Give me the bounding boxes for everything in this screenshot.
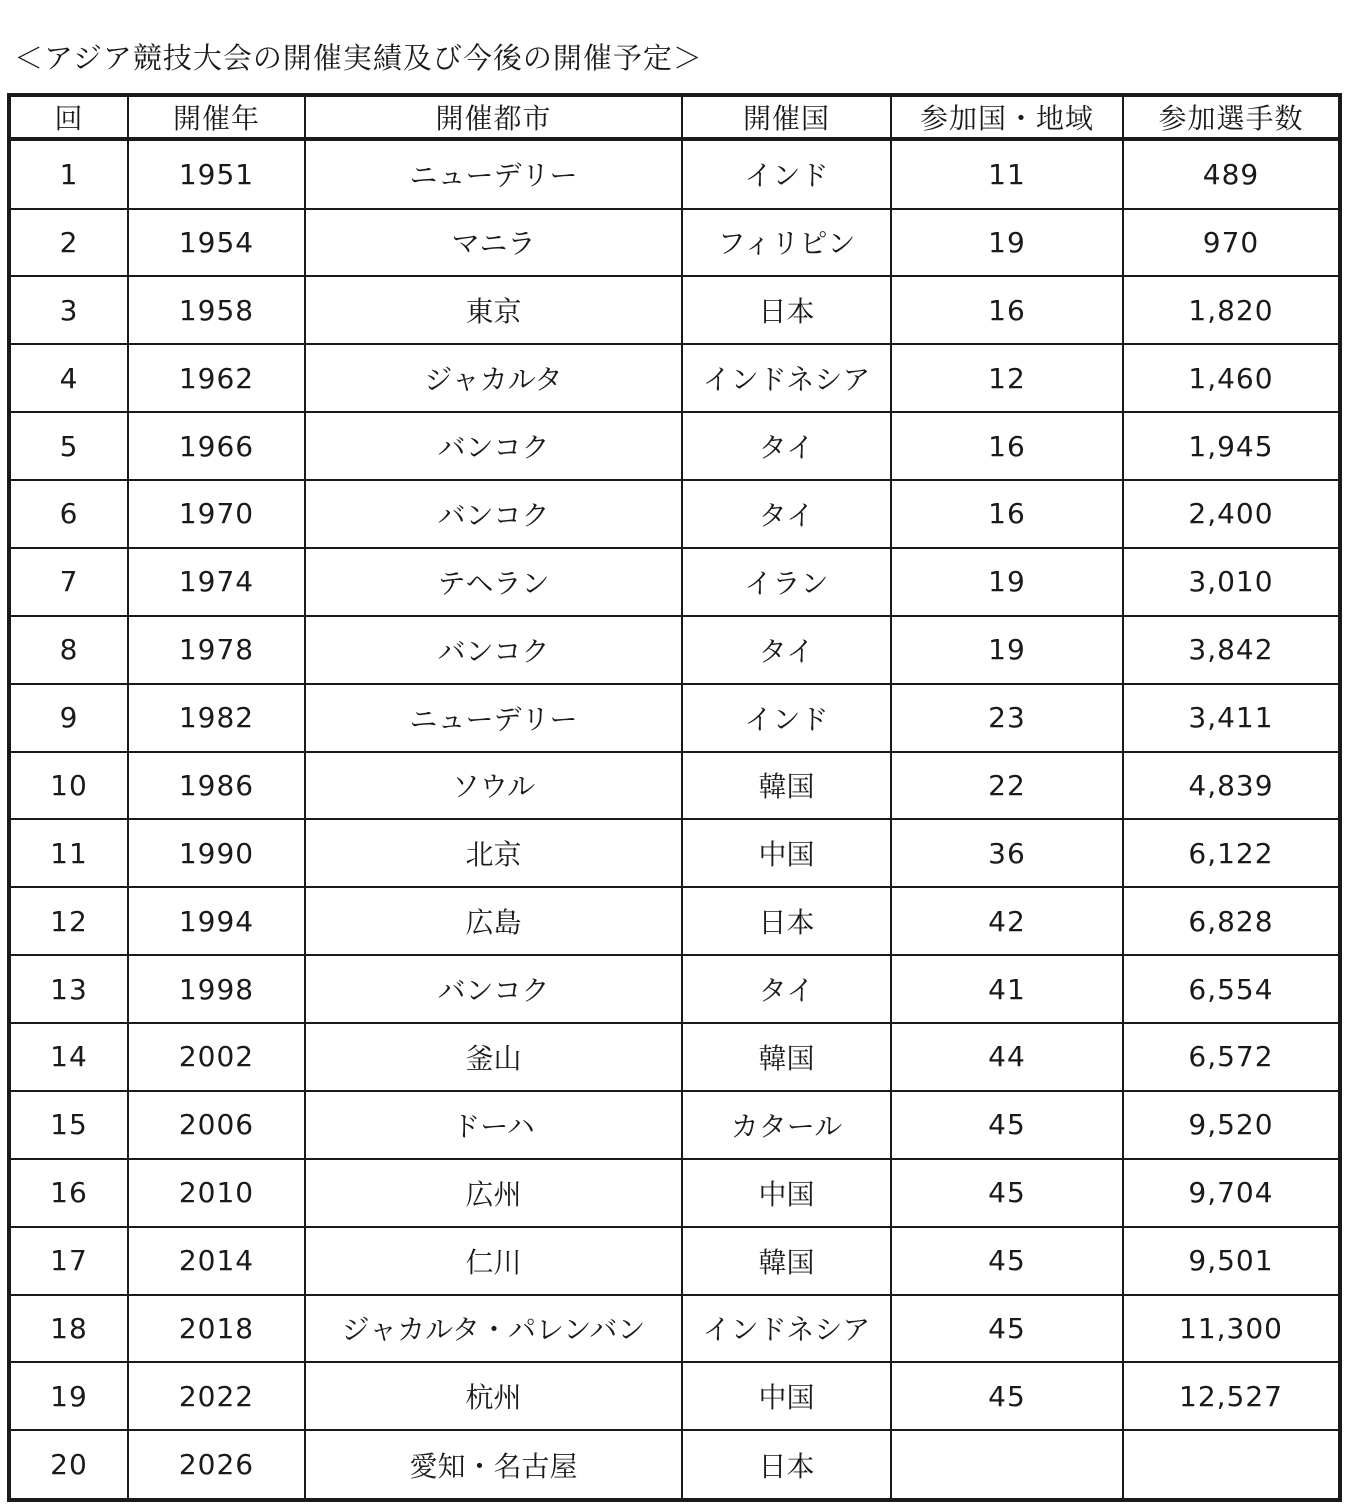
host-country-cell: 日本 xyxy=(682,887,891,955)
table-row xyxy=(9,344,1340,412)
host-country-cell: フィリピン xyxy=(682,209,891,277)
year-cell: 2022 xyxy=(128,1362,305,1430)
athletes-cell: 1,945 xyxy=(1123,412,1340,480)
host-country-cell: イラン xyxy=(682,548,891,616)
table-row xyxy=(9,955,1340,1023)
table-row xyxy=(9,480,1340,548)
header-participating-nations: 参加国・地域 xyxy=(891,95,1123,139)
nations-cell: 22 xyxy=(891,752,1123,820)
nations-cell: 19 xyxy=(891,616,1123,684)
host-city-cell: ジャカルタ xyxy=(305,344,682,412)
athletes-cell: 970 xyxy=(1123,209,1340,277)
host-country-cell: インドネシア xyxy=(682,344,891,412)
edition-cell: 16 xyxy=(9,1159,128,1227)
edition-cell: 10 xyxy=(9,752,128,820)
year-cell: 1986 xyxy=(128,752,305,820)
athletes-cell: 6,572 xyxy=(1123,1023,1340,1091)
edition-cell: 15 xyxy=(9,1091,128,1159)
year-cell: 1982 xyxy=(128,684,305,752)
table-row xyxy=(9,1091,1340,1159)
edition-cell: 6 xyxy=(9,480,128,548)
table-row xyxy=(9,139,1340,209)
athletes-cell: 3,010 xyxy=(1123,548,1340,616)
table-row xyxy=(9,548,1340,616)
nations-cell: 45 xyxy=(891,1227,1123,1295)
host-country-cell: カタール xyxy=(682,1091,891,1159)
host-city-cell: 広州 xyxy=(305,1159,682,1227)
header-athletes: 参加選手数 xyxy=(1123,95,1340,139)
edition-cell: 7 xyxy=(9,548,128,616)
athletes-cell: 6,828 xyxy=(1123,887,1340,955)
year-cell: 1994 xyxy=(128,887,305,955)
host-city-cell: バンコク xyxy=(305,480,682,548)
host-city-cell: バンコク xyxy=(305,616,682,684)
nations-cell: 41 xyxy=(891,955,1123,1023)
table-caption: ＜アジア競技大会の開催実績及び今後の開催予定＞ xyxy=(14,41,703,75)
host-country-cell: 中国 xyxy=(682,1362,891,1430)
edition-cell: 17 xyxy=(9,1227,128,1295)
nations-cell xyxy=(891,1430,1123,1500)
host-country-cell: 中国 xyxy=(682,819,891,887)
table-row xyxy=(9,276,1340,344)
table-row xyxy=(9,819,1340,887)
athletes-cell: 3,842 xyxy=(1123,616,1340,684)
edition-cell: 2 xyxy=(9,209,128,277)
host-city-cell: マニラ xyxy=(305,209,682,277)
host-city-cell: 広島 xyxy=(305,887,682,955)
table-row xyxy=(9,616,1340,684)
host-city-cell: 北京 xyxy=(305,819,682,887)
edition-cell: 12 xyxy=(9,887,128,955)
table-row xyxy=(9,412,1340,480)
asian-games-table xyxy=(7,93,1342,1502)
host-city-cell: テヘラン xyxy=(305,548,682,616)
athletes-cell: 1,460 xyxy=(1123,344,1340,412)
host-country-cell: タイ xyxy=(682,616,891,684)
athletes-cell: 489 xyxy=(1123,139,1340,209)
nations-cell: 19 xyxy=(891,209,1123,277)
year-cell: 1962 xyxy=(128,344,305,412)
edition-cell: 9 xyxy=(9,684,128,752)
athletes-cell: 9,501 xyxy=(1123,1227,1340,1295)
host-country-cell: インド xyxy=(682,684,891,752)
year-cell: 1978 xyxy=(128,616,305,684)
host-city-cell: 仁川 xyxy=(305,1227,682,1295)
athletes-cell xyxy=(1123,1430,1340,1500)
nations-cell: 12 xyxy=(891,344,1123,412)
host-country-cell: タイ xyxy=(682,955,891,1023)
year-cell: 1970 xyxy=(128,480,305,548)
edition-cell: 19 xyxy=(9,1362,128,1430)
host-country-cell: 韓国 xyxy=(682,1023,891,1091)
nations-cell: 36 xyxy=(891,819,1123,887)
header-year: 開催年 xyxy=(128,95,305,139)
table-row xyxy=(9,1227,1340,1295)
edition-cell: 1 xyxy=(9,139,128,209)
athletes-cell: 9,704 xyxy=(1123,1159,1340,1227)
edition-cell: 20 xyxy=(9,1430,128,1500)
year-cell: 1958 xyxy=(128,276,305,344)
host-city-cell: バンコク xyxy=(305,412,682,480)
year-cell: 1990 xyxy=(128,819,305,887)
year-cell: 2018 xyxy=(128,1295,305,1363)
table-row xyxy=(9,887,1340,955)
edition-cell: 13 xyxy=(9,955,128,1023)
athletes-cell: 11,300 xyxy=(1123,1295,1340,1363)
nations-cell: 42 xyxy=(891,887,1123,955)
host-country-cell: 韓国 xyxy=(682,752,891,820)
edition-cell: 5 xyxy=(9,412,128,480)
year-cell: 1954 xyxy=(128,209,305,277)
host-country-cell: 日本 xyxy=(682,276,891,344)
host-country-cell: 中国 xyxy=(682,1159,891,1227)
edition-cell: 3 xyxy=(9,276,128,344)
header-edition: 回 xyxy=(9,95,128,139)
table-row xyxy=(9,1023,1340,1091)
athletes-cell: 2,400 xyxy=(1123,480,1340,548)
year-cell: 2006 xyxy=(128,1091,305,1159)
year-cell: 2002 xyxy=(128,1023,305,1091)
edition-cell: 18 xyxy=(9,1295,128,1363)
table-row xyxy=(9,1159,1340,1227)
year-cell: 2010 xyxy=(128,1159,305,1227)
host-country-cell: インド xyxy=(682,139,891,209)
nations-cell: 16 xyxy=(891,480,1123,548)
host-city-cell: バンコク xyxy=(305,955,682,1023)
host-city-cell: ソウル xyxy=(305,752,682,820)
edition-cell: 11 xyxy=(9,819,128,887)
host-city-cell: 杭州 xyxy=(305,1362,682,1430)
host-city-cell: ニューデリー xyxy=(305,139,682,209)
athletes-cell: 6,554 xyxy=(1123,955,1340,1023)
nations-cell: 11 xyxy=(891,139,1123,209)
host-city-cell: 釜山 xyxy=(305,1023,682,1091)
nations-cell: 19 xyxy=(891,548,1123,616)
year-cell: 2014 xyxy=(128,1227,305,1295)
host-city-cell: ドーハ xyxy=(305,1091,682,1159)
year-cell: 1966 xyxy=(128,412,305,480)
nations-cell: 45 xyxy=(891,1159,1123,1227)
nations-cell: 45 xyxy=(891,1362,1123,1430)
table-row xyxy=(9,684,1340,752)
host-city-cell: ニューデリー xyxy=(305,684,682,752)
edition-cell: 4 xyxy=(9,344,128,412)
host-city-cell: 愛知・名古屋 xyxy=(305,1430,682,1500)
nations-cell: 16 xyxy=(891,276,1123,344)
athletes-cell: 12,527 xyxy=(1123,1362,1340,1430)
nations-cell: 45 xyxy=(891,1091,1123,1159)
year-cell: 1974 xyxy=(128,548,305,616)
athletes-cell: 6,122 xyxy=(1123,819,1340,887)
host-country-cell: 日本 xyxy=(682,1430,891,1500)
year-cell: 1951 xyxy=(128,139,305,209)
edition-cell: 8 xyxy=(9,616,128,684)
nations-cell: 23 xyxy=(891,684,1123,752)
edition-cell: 14 xyxy=(9,1023,128,1091)
host-country-cell: タイ xyxy=(682,480,891,548)
table-row xyxy=(9,1295,1340,1363)
host-country-cell: 韓国 xyxy=(682,1227,891,1295)
nations-cell: 44 xyxy=(891,1023,1123,1091)
athletes-cell: 3,411 xyxy=(1123,684,1340,752)
host-country-cell: タイ xyxy=(682,412,891,480)
nations-cell: 16 xyxy=(891,412,1123,480)
table-row xyxy=(9,209,1340,277)
host-city-cell: ジャカルタ・パレンバン xyxy=(305,1295,682,1363)
athletes-cell: 1,820 xyxy=(1123,276,1340,344)
table-body xyxy=(9,139,1340,1500)
host-city-cell: 東京 xyxy=(305,276,682,344)
athletes-cell: 4,839 xyxy=(1123,752,1340,820)
year-cell: 2026 xyxy=(128,1430,305,1500)
header-host-city: 開催都市 xyxy=(305,95,682,139)
host-country-cell: インドネシア xyxy=(682,1295,891,1363)
athletes-cell: 9,520 xyxy=(1123,1091,1340,1159)
header-host-country: 開催国 xyxy=(682,95,891,139)
table-row xyxy=(9,1362,1340,1430)
table-row xyxy=(9,752,1340,820)
header-row xyxy=(9,95,1340,139)
table-row xyxy=(9,1430,1340,1500)
nations-cell: 45 xyxy=(891,1295,1123,1363)
year-cell: 1998 xyxy=(128,955,305,1023)
